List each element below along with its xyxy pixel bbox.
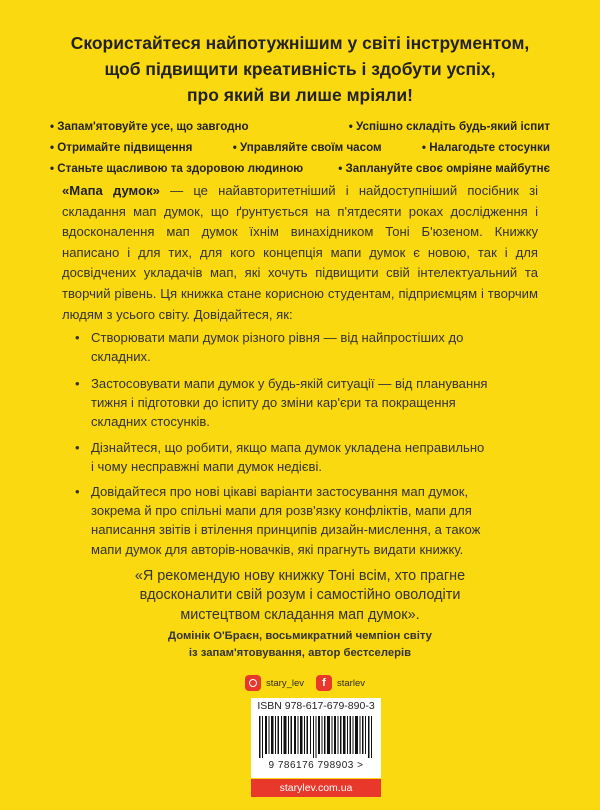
- benefits-row: [50, 116, 550, 137]
- facebook-handle: starlev: [337, 677, 365, 689]
- list-item: • Дізнайтеся, що робити, якщо мапа думок укладена неправильно і чому несправжні мапи думок недієві.: [75, 438, 535, 476]
- headline: [40, 30, 560, 108]
- facebook-link[interactable]: [316, 675, 365, 691]
- barcode-number: 9 786176 798903 >: [268, 760, 364, 771]
- benefit-item: • Управляйте своїм часом: [233, 137, 382, 158]
- list-item-line: написання звітів і втілення принципів дизайн-мислення, а також: [91, 522, 481, 538]
- description-paragraph: [62, 181, 538, 325]
- attribution-line: Домінік О'Браєн, восьмикратний чемпіон світу: [168, 630, 432, 642]
- isbn-barcode-box: [251, 698, 381, 778]
- list-item-line: Застосовувати мапи думок у будь-якій ситуації — від планування: [91, 376, 488, 391]
- facebook-icon: f: [316, 675, 332, 691]
- headline-line: щоб підвищити креативність і здобути успіх,: [104, 59, 496, 79]
- book-title: «Мапа думок»: [62, 183, 160, 198]
- list-item-line: тижня і підготовки до іспиту до зміни кар'єри та покращення: [91, 395, 456, 411]
- list-item: • Застосовувати мапи думок у будь-якій ситуації — від планування тижня і підготовки до іспиту до зміни кар'єри та покращення складних стосунків.: [75, 374, 535, 432]
- list-item-line: Дізнайтеся, що робити, якщо мапа думок укладена неправильно: [91, 440, 485, 455]
- instagram-handle: stary_lev: [266, 677, 305, 689]
- publisher-website[interactable]: starylev.com.ua: [251, 779, 381, 797]
- list-item-line: складних.: [91, 349, 151, 365]
- benefits-row: [50, 137, 550, 158]
- attribution-line: із запам'ятовування, автор бестселерів: [188, 647, 412, 659]
- benefit-item: • Запам'ятовуйте усе, що завгодно: [50, 116, 249, 137]
- description-text: — це найавторитетніший і найдоступніший посібник зі складання мап думок, що ґрунтується на п'ятдесяти роках дослідження і вдосконалення мап думок їхнім винахідником Тоні Б'юзеном. Книжку написано і для тих, для кого концепція мапи думок є новою, так і для досвідчених укладачів мап, які хочуть підвищити свій інтелектуальний та творчий рівень. Ця книжка стане корисною студентам, підприємцям і творчим людям з усього світу. Довідайтеся, як:: [62, 183, 538, 322]
- headline-line: про який ви лише мріяли!: [186, 85, 413, 105]
- quote-line: мистецтвом складання мап думок».: [180, 606, 420, 623]
- barcode: [259, 716, 373, 758]
- list-item: • Довідайтеся про нові цікаві варіанти застосування мап думок, зокрема й про спільні мапи для розв'язку конфліктів, мапи для написання звітів і втілення принципів дизайн-мислення, а також мапи думок для авторів-новачків, які прагнуть видати книжку.: [75, 482, 535, 559]
- list-item: • Створювати мапи думок різного рівня — від найпростіших до складних.: [75, 328, 535, 366]
- quote-line: «Я рекомендую нову книжку Тоні всім, хто прагне: [134, 568, 466, 584]
- instagram-icon: [245, 675, 261, 691]
- instagram-link[interactable]: [245, 675, 304, 691]
- list-item-line: мапи думок для авторів-новачків, які прагнуть видати книжку.: [91, 541, 464, 557]
- list-item-line: зокрема й про спільні мапи для розв'язку конфліктів, мапи для: [91, 503, 472, 519]
- benefit-item: • Налагодьте стосунки: [422, 137, 550, 158]
- quote-line: вдосконалити свій розум і самостійно оволодіти: [139, 587, 461, 604]
- list-item-line: Створювати мапи думок різного рівня — від найпростіших до: [91, 330, 464, 345]
- benefit-item: • Отримайте підвищення: [50, 137, 192, 158]
- benefit-item: • Заплануйте своє омріяне майбутнє: [338, 158, 550, 179]
- list-item-line: і чому несправжні мапи думок недієві.: [91, 459, 323, 475]
- list-item-line: Довідайтеся про нові цікаві варіанти застосування мап думок,: [91, 484, 469, 499]
- benefits-row: [50, 158, 550, 179]
- list-item-line: складних стосунків.: [91, 414, 210, 430]
- social-links: [0, 673, 600, 695]
- benefit-item: • Станьте щасливою та здоровою людиною: [50, 158, 303, 179]
- headline-line: Скористайтеся найпотужнішим у світі інструментом,: [70, 33, 530, 53]
- testimonial-quote: [62, 567, 538, 625]
- isbn-label: ISBN 978-617-679-890-3: [257, 700, 375, 712]
- quote-attribution: [80, 628, 520, 662]
- benefits-list: [50, 116, 550, 180]
- benefit-item: • Успішно складіть будь-який іспит: [349, 116, 550, 137]
